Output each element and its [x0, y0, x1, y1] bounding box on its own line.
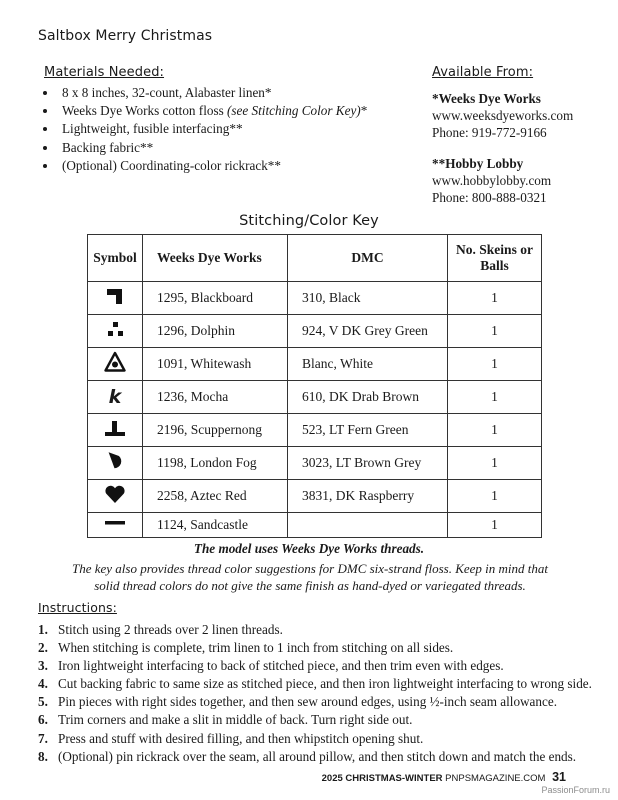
col-dmc: DMC — [288, 235, 448, 282]
half-disc-icon — [104, 451, 126, 471]
symbol-cell — [88, 414, 143, 447]
wdw-cell: 1236, Mocha — [143, 381, 288, 414]
qty-cell: 1 — [448, 447, 542, 480]
wdw-cell: 1295, Blackboard — [143, 282, 288, 315]
dmc-cell: 3831, DK Raspberry — [288, 480, 448, 513]
dmc-cell: 310, Black — [288, 282, 448, 315]
instruction-step: 6. Trim corners and make a slit in middle of back. Turn right side out. — [38, 712, 413, 728]
wdw-cell: 1091, Whitewash — [143, 348, 288, 381]
pyramid-dots-icon — [105, 319, 125, 339]
materials-list — [38, 84, 418, 175]
col-symbol: Symbol — [88, 235, 143, 282]
table-row — [88, 315, 542, 348]
materials-item: • Lightweight, fusible interfacing** — [58, 120, 418, 138]
triangle-dot-icon — [104, 351, 126, 373]
instruction-step: 4. Cut backing fabric to same size as stitched piece, and then iron lightweight interfacing to wrong side. — [38, 676, 592, 692]
wdw-cell: 2258, Aztec Red — [143, 480, 288, 513]
qty-cell: 1 — [448, 348, 542, 381]
symbol-cell — [88, 513, 143, 538]
materials-item: • (Optional) Coordinating-color rickrack** — [58, 157, 418, 175]
italic-k-icon: k — [108, 386, 122, 408]
materials-item: • Backing fabric** — [58, 139, 418, 157]
dmc-cell: Blanc, White — [288, 348, 448, 381]
instructions-list — [38, 621, 608, 766]
dmc-cell: 924, V DK Grey Green — [288, 315, 448, 348]
stitching-color-key-table — [87, 234, 542, 538]
qty-cell: 1 — [448, 282, 542, 315]
watermark: PassionForum.ru — [541, 785, 610, 795]
pattern-title: Saltbox Merry Christmas — [38, 28, 213, 44]
table-row — [88, 513, 542, 538]
instruction-step: 3. Iron lightweight interfacing to back of stitched piece, and then trim even with edges. — [38, 658, 504, 674]
table-row — [88, 282, 542, 315]
dash-icon — [103, 517, 127, 529]
source-name: *Weeks Dye Works — [432, 91, 541, 106]
dmc-cell: 523, LT Fern Green — [288, 414, 448, 447]
page-number: 31 — [552, 770, 566, 784]
wdw-cell: 1124, Sandcastle — [143, 513, 288, 538]
source-url: www.hobbylobby.com — [432, 173, 552, 188]
instruction-step: 1. Stitch using 2 threads over 2 linen threads. — [38, 622, 283, 637]
instructions-heading: Instructions: — [38, 600, 117, 615]
dmc-cell: 3023, LT Brown Grey — [288, 447, 448, 480]
inverted-t-icon — [103, 418, 127, 438]
wdw-cell: 1296, Dolphin — [143, 315, 288, 348]
qty-cell: 1 — [448, 315, 542, 348]
color-key-heading: Stitching/Color Key — [239, 213, 379, 229]
source-phone: Phone: 800-888-0321 — [432, 190, 547, 205]
site-label: PNPSMAGAZINE.COM — [445, 773, 546, 784]
qty-cell: 1 — [448, 414, 542, 447]
table-row — [88, 480, 542, 513]
col-skeins: No. Skeins or Balls — [448, 235, 542, 282]
qty-cell: 1 — [448, 480, 542, 513]
table-header-row — [88, 235, 542, 282]
page-footer — [322, 770, 566, 784]
source-hobby-lobby — [432, 155, 551, 206]
dmc-cell — [288, 513, 448, 538]
wdw-cell: 1198, London Fog — [143, 447, 288, 480]
symbol-cell — [88, 348, 143, 381]
table-row — [88, 414, 542, 447]
symbol-cell — [88, 447, 143, 480]
instruction-step: 5. Pin pieces with right sides together, and then sew around edges, using ½-inch seam allowance. — [38, 694, 558, 710]
col-weeks-dye-works: Weeks Dye Works — [143, 235, 288, 282]
issue-label: 2025 CHRISTMAS-WINTER — [321, 773, 443, 784]
wdw-cell: 2196, Scuppernong — [143, 414, 288, 447]
dmc-cell: 610, DK Drab Brown — [288, 381, 448, 414]
materials-heading: Materials Needed: — [44, 65, 165, 80]
source-url: www.weeksdyeworks.com — [432, 108, 574, 123]
symbol-cell — [88, 315, 143, 348]
materials-item: • Weeks Dye Works cotton floss (see Stitching Color Key)* — [58, 102, 418, 120]
symbol-cell — [88, 480, 143, 513]
instruction-step: 8. (Optional) pin rickrack over the seam, all around pillow, and then stitch down and match the ends. — [38, 748, 577, 764]
table-row — [88, 447, 542, 480]
instruction-step: 7. Press and stuff with desired filling, and then whipstitch opening shut. — [38, 730, 424, 746]
materials-item: • 8 x 8 inches, 32-count, Alabaster linen* — [58, 84, 418, 102]
qty-cell: 1 — [448, 513, 542, 538]
symbol-cell — [88, 381, 143, 414]
table-row — [88, 348, 542, 381]
available-from-heading: Available From: — [432, 65, 534, 80]
key-note: The key also provides thread color suggestions for DMC six-strand floss. Keep in mind that solid thread colors do not give the same finish as hand-dyed or variegated threads. — [71, 561, 549, 593]
source-weeks-dye-works — [432, 90, 573, 141]
table-row — [88, 381, 542, 414]
symbol-cell — [88, 282, 143, 315]
heart-icon — [104, 484, 126, 504]
source-name: **Hobby Lobby — [432, 156, 524, 171]
instruction-step: 2. When stitching is complete, trim linen to 1 inch from stitching on all sides. — [38, 640, 454, 656]
qty-cell: 1 — [448, 381, 542, 414]
source-phone: Phone: 919-772-9166 — [432, 125, 547, 140]
model-note: The model uses Weeks Dye Works threads. — [193, 541, 425, 556]
corner-block-icon — [105, 286, 125, 306]
